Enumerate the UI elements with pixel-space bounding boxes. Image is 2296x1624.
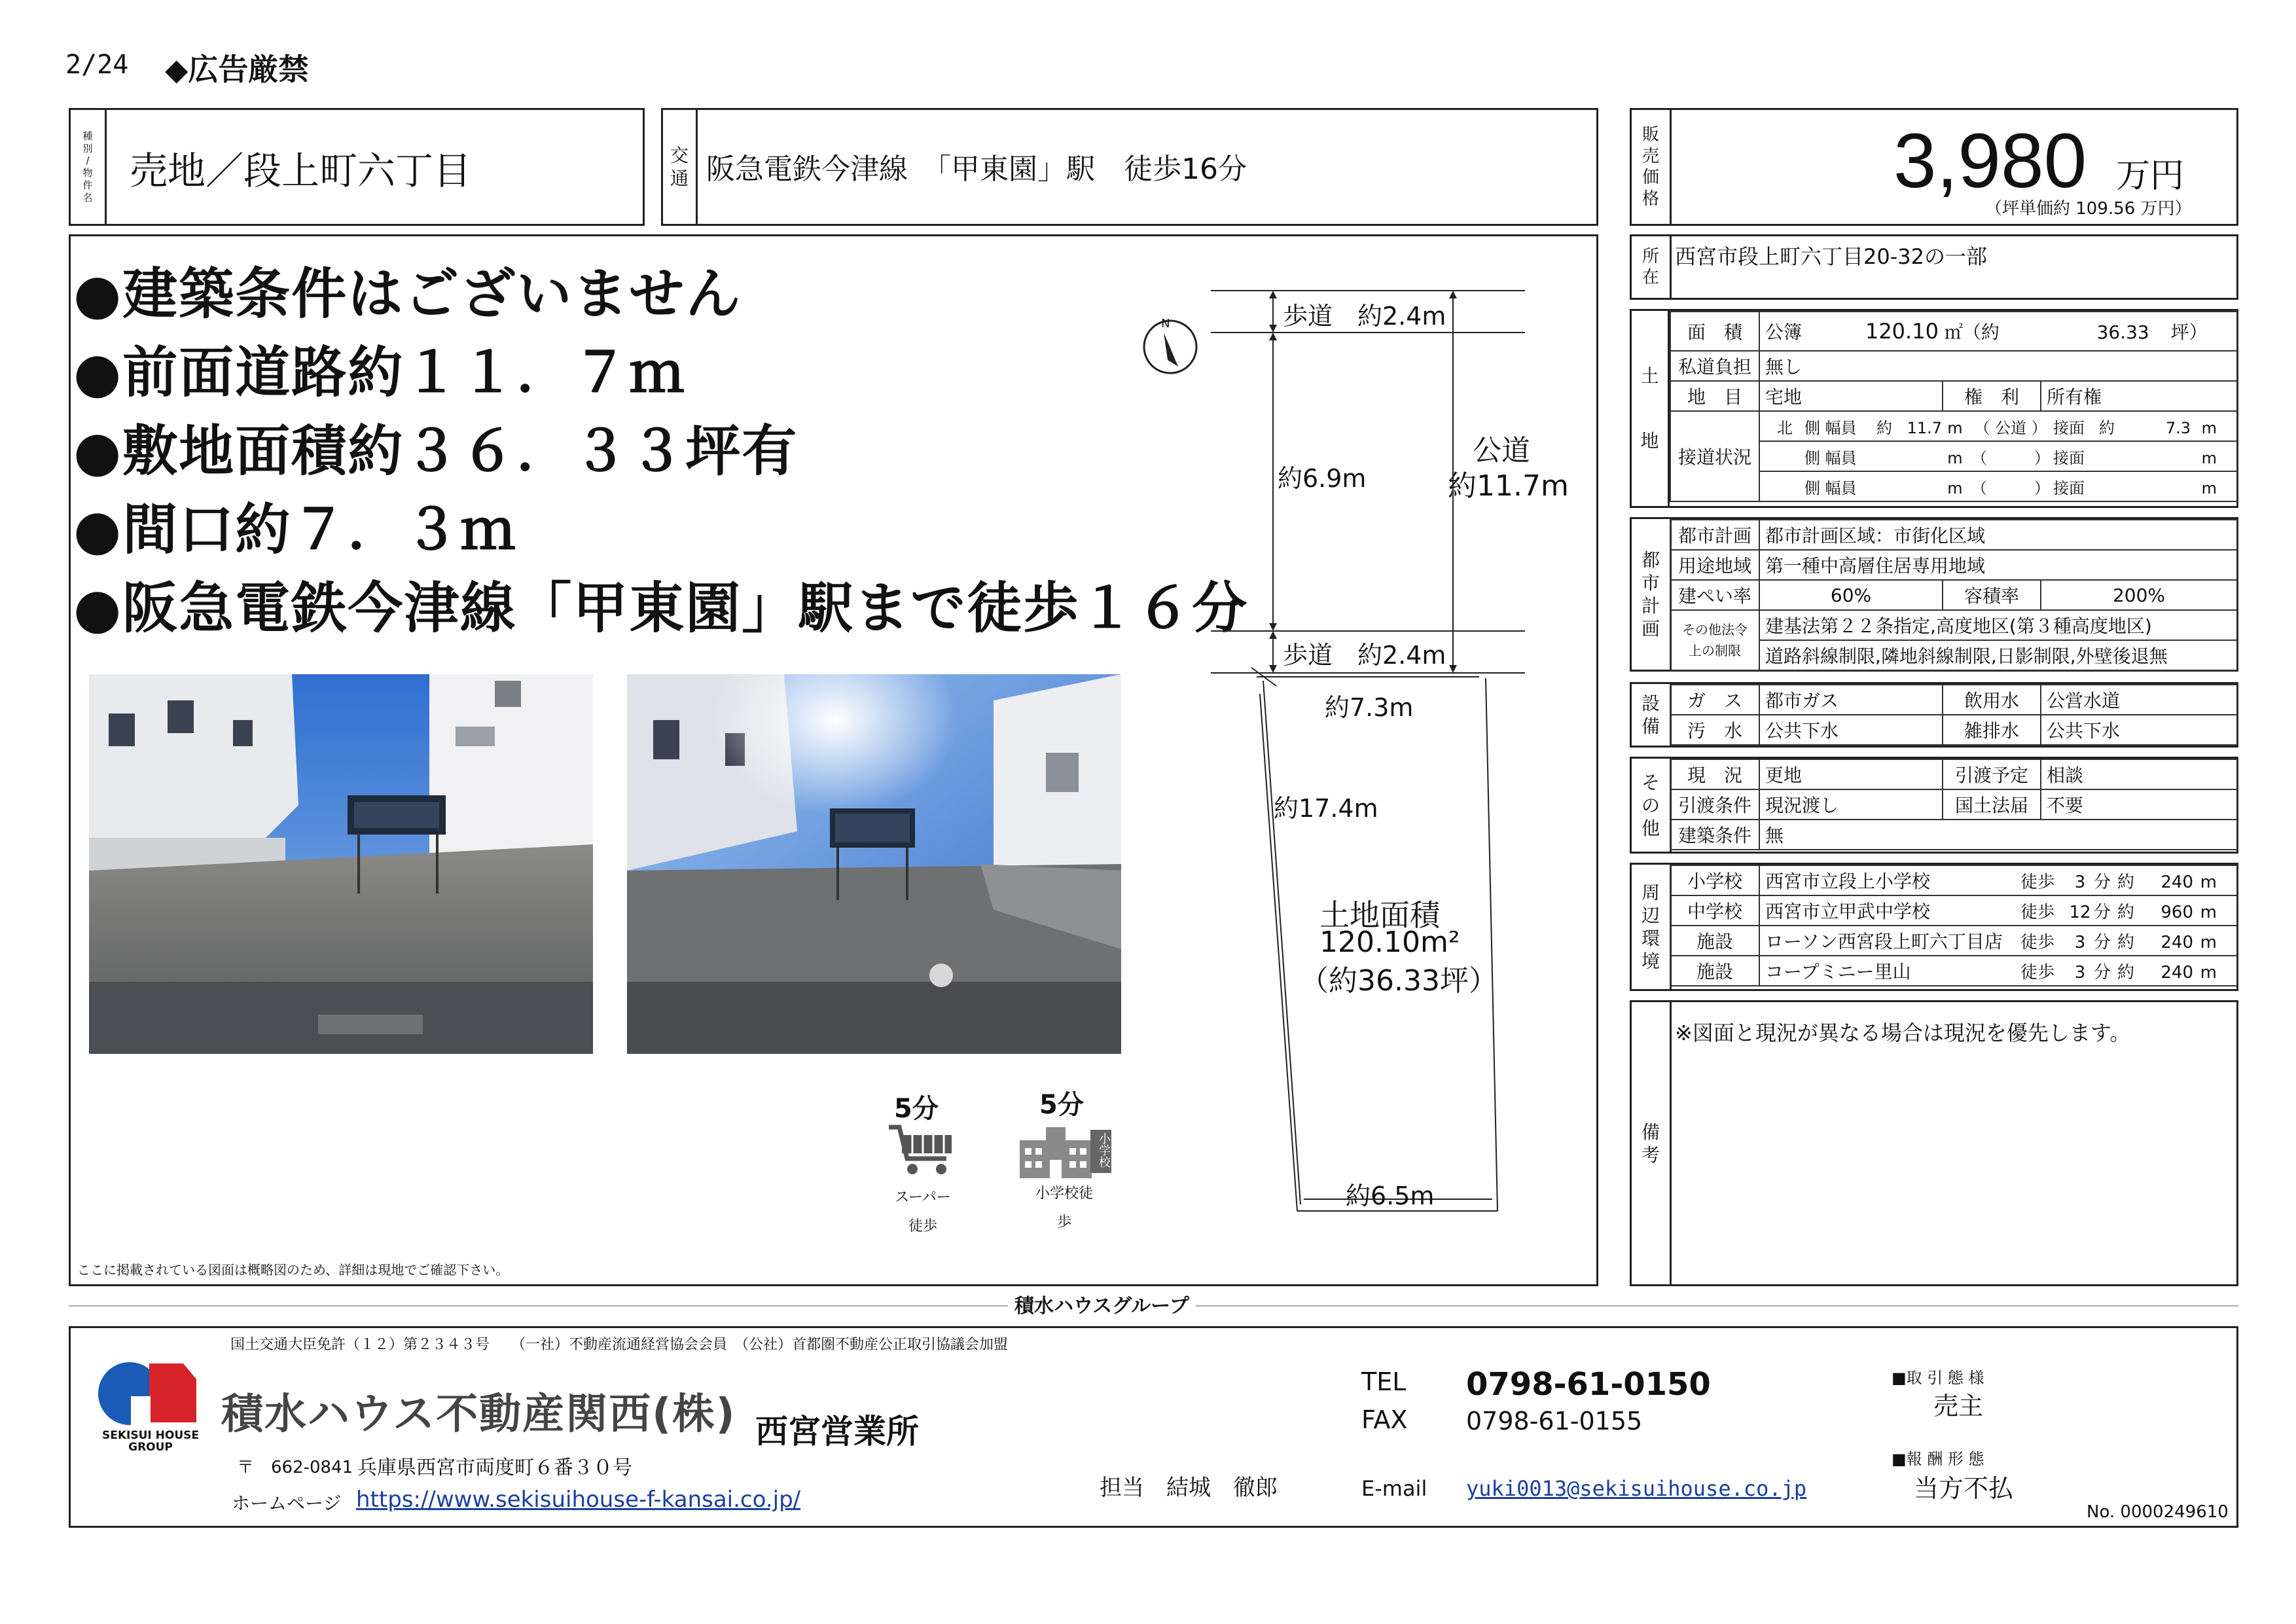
condition-label: 引渡条件: [1670, 789, 1759, 820]
building-condition-value: 無: [1759, 820, 2237, 850]
handover-label: 引渡予定: [1943, 759, 2041, 789]
area-title-label: 土地面積: [1319, 897, 1440, 933]
other-law-value-2: 道路斜線制限,隣地斜線制限,日影制限,外壁後退無: [1759, 640, 2237, 670]
planning-label: 都 市 計 画: [1632, 519, 1672, 670]
transport-text: 阪急電鉄今津線 「甲東園」駅 徒歩16分: [706, 153, 1247, 186]
email-link[interactable]: yuki0013@sekisuihouse.co.jp: [1466, 1476, 1807, 1501]
other-law-label: その他法令 上の制限: [1670, 610, 1759, 670]
other-table: [1670, 759, 2238, 850]
logo-subtext: GROUP: [128, 1441, 173, 1454]
land-law-label: 国土法届: [1943, 789, 2041, 820]
surroundings-row: 施設 ローソン西宮段上町六丁目店 徒歩 3 分 約 240 m: [1670, 926, 2237, 956]
surroundings-section: [1630, 863, 2238, 991]
location-value: 西宮市段上町六丁目20-32の一部: [1675, 244, 1987, 269]
status-value: 更地: [1759, 759, 1943, 789]
branch-name: 西宮営業所: [755, 1413, 919, 1451]
drain-label: 雑排水: [1943, 715, 2041, 745]
land-label: 土 地: [1632, 311, 1670, 506]
status-label: 現 況: [1670, 759, 1759, 789]
surroundings-row: 中学校 西宮市立甲武中学校 徒歩 12 分 約 960 m: [1670, 895, 2237, 926]
feature-2: ●前面道路約１１．７ｍ: [73, 340, 686, 405]
area-label: 面 積: [1670, 312, 1759, 351]
property-name: 売地／段上町六丁目: [130, 149, 472, 193]
postal-code: 〒 662-0841: [237, 1458, 353, 1477]
surroundings-label: 周 辺 環 境: [1632, 865, 1672, 989]
gas-value: 都市ガス: [1759, 685, 1943, 715]
email-label: E-mail: [1361, 1476, 1427, 1501]
type-label: 種 別 / 物 件 名: [71, 110, 107, 224]
tel-number: 0798-61-0150: [1466, 1366, 1711, 1403]
sidewalk-top-label: 歩道 約2.4m: [1283, 302, 1446, 331]
group-name: 積水ハウスグループ: [1008, 1290, 1196, 1318]
side-length-label: 約17.4m: [1274, 794, 1378, 823]
gas-label: ガ ス: [1670, 685, 1759, 715]
site-photo-1: [89, 674, 593, 1054]
property-name-box: [69, 108, 645, 226]
transaction-type-value: 売主: [1933, 1392, 1984, 1420]
transaction-type-label: ■取 引 態 様: [1892, 1369, 1984, 1387]
feature-5: ●阪急電鉄今津線「甲東園」駅まで徒歩１６分: [73, 575, 1249, 640]
rights-value: 所有権: [2041, 381, 2237, 411]
license-text: 国土交通大臣免許（１２）第２３４３号 （一社）不動産流通経営協会会員 （公社）首都圏不動産公正取引協議会加盟: [230, 1337, 1009, 1353]
homepage-link[interactable]: https://www.sekisuihouse-f-kansai.co.jp/: [356, 1487, 801, 1513]
site-map: [1139, 262, 1558, 1231]
price-box: [1630, 108, 2238, 226]
water-label: 飲用水: [1943, 685, 2041, 715]
drain-value: 公共下水: [2041, 715, 2237, 745]
other-label: そ の 他: [1632, 759, 1672, 852]
coverage-value: 60%: [1759, 580, 1943, 610]
category-label: 地 目: [1670, 381, 1759, 411]
access-row-2: 側 幅員 m （ ） 接面 m: [1759, 441, 2237, 471]
zoning-label: 用途地域: [1670, 550, 1759, 580]
price-per-tsubo: （坪単価約 109.56 万円）: [1985, 199, 2192, 219]
sewage-value: 公共下水: [1759, 715, 1943, 745]
shopping-cart-icon: [886, 1121, 958, 1180]
remarks-section: [1630, 1000, 2238, 1286]
feature-3: ●敷地面積約３６．３３坪有: [73, 418, 798, 483]
remarks-text: ※図面と現況が異なる場合は現況を優先します。: [1675, 1020, 2131, 1045]
fax-number: 0798-61-0155: [1466, 1407, 1643, 1435]
surroundings-table: [1670, 865, 2238, 986]
area-value-label: 120.10m²: [1319, 926, 1460, 959]
area-tsubo-label: （約36.33坪）: [1300, 964, 1498, 998]
transport-box: [661, 108, 1598, 226]
supermarket-caption: スーパー: [895, 1189, 951, 1206]
address: 兵庫県西宮市両度町６番３０号: [357, 1456, 632, 1479]
surroundings-row: 小学校 西宮市立段上小学校 徒歩 3 分 約 240 m: [1670, 865, 2237, 895]
disclaimer: ここに掲載されている図面は概略図のため、詳細は現地でご確認下さい。: [77, 1262, 509, 1278]
fee-type-label: ■報 酬 形 態: [1892, 1450, 1984, 1468]
access-label: 接道状況: [1670, 411, 1759, 501]
feature-4: ●間口約７．３ｍ: [73, 497, 517, 562]
staff-name: 担当 結城 徹郎: [1100, 1475, 1278, 1501]
frontage-label: 約7.3m: [1325, 693, 1414, 722]
feature-1: ●建築条件はございません: [73, 261, 742, 326]
road-name-label: 公道: [1473, 434, 1530, 467]
site-map-drawing: [1139, 262, 1558, 1231]
facilities-table: [1670, 684, 2238, 746]
site-photo-2: [627, 674, 1121, 1054]
area-row: 公簿 120.10 ㎡（約 36.33 坪）: [1759, 312, 2237, 351]
far-label: 容積率: [1943, 580, 2041, 610]
category-value: 宅地: [1759, 381, 1943, 411]
transport-label: 交 通: [663, 110, 698, 224]
logo-text: SEKISUI HOUSE: [102, 1429, 199, 1442]
location-label: 所 在: [1632, 236, 1672, 298]
planning-section: [1630, 517, 2238, 672]
land-section: [1630, 309, 2238, 508]
north-label: N: [1161, 317, 1170, 331]
sidewalk-bottom-label: 歩道 約2.4m: [1283, 641, 1446, 670]
city-plan-label: 都市計画: [1670, 520, 1759, 550]
other-section: [1630, 757, 2238, 854]
access-row-1: 北 側 幅員 約 11.7 m （ 公道 ） 接面 約 7.3 m: [1759, 411, 2237, 441]
supermarket-caption-walk: 徒歩: [908, 1218, 937, 1235]
price-label: 販 売 価 格: [1632, 110, 1672, 224]
footer-box: [69, 1326, 2238, 1528]
road-burden-value: 無し: [1759, 351, 2237, 381]
school-caption-walk: 歩: [1056, 1214, 1071, 1231]
rights-label: 権 利: [1943, 381, 2041, 411]
price-unit: 万円: [2116, 156, 2185, 196]
surroundings-row: 施設 コープミニー里山 徒歩 3 分 約 240 m: [1670, 956, 2237, 986]
road-burden-label: 私道負担: [1670, 351, 1759, 381]
water-value: 公営水道: [2041, 685, 2237, 715]
handover-value: 相談: [2041, 759, 2237, 789]
road-width-label: 約11.7m: [1448, 469, 1569, 503]
price-value: 3,980: [1893, 118, 2087, 204]
access-row-3: 側 幅員 m （ ） 接面 m: [1759, 471, 2237, 501]
fee-type-value: 当方不払: [1914, 1474, 2014, 1503]
condition-value: 現況渡し: [1759, 789, 1943, 820]
facilities-label: 設 備: [1632, 684, 1672, 746]
land-law-value: 不要: [2041, 789, 2237, 820]
school-minutes: 5分: [1039, 1090, 1084, 1120]
company-logo: [92, 1357, 209, 1455]
zoning-value: 第一種中高層住居専用地域: [1759, 550, 2237, 580]
coverage-label: 建ぺい率: [1670, 580, 1759, 610]
sewage-label: 汚 水: [1670, 715, 1759, 745]
supermarket-minutes: 5分: [894, 1094, 939, 1124]
other-law-value-1: 建基法第２２条指定,高度地区(第３種高度地区): [1759, 610, 2237, 640]
building-condition-label: 建築条件: [1670, 820, 1759, 850]
company-name: 積水ハウス不動産関西(株): [221, 1390, 736, 1439]
fax-label: FAX: [1361, 1405, 1408, 1434]
ad-prohibited-notice: ◆広告厳禁: [165, 52, 309, 87]
land-table: [1670, 311, 2238, 502]
document-number: No. 0000249610: [2087, 1502, 2229, 1522]
city-plan-value: 都市計画区域：市街化区域: [1759, 520, 2237, 550]
school-caption: 小学校徒: [1035, 1185, 1093, 1202]
location-box: [1630, 234, 2238, 300]
tel-label: TEL: [1361, 1367, 1407, 1396]
far-value: 200%: [2041, 580, 2237, 610]
remarks-label: 備 考: [1632, 1002, 1672, 1284]
facilities-section: [1630, 682, 2238, 748]
page-counter: 2/24: [65, 50, 129, 80]
planning-table: [1670, 519, 2238, 671]
rear-width-label: 約6.5m: [1346, 1182, 1435, 1210]
road-depth-label: 約6.9m: [1278, 464, 1367, 493]
school-badge: 小学校: [1097, 1132, 1111, 1168]
homepage-label: ホームページ: [232, 1492, 342, 1514]
